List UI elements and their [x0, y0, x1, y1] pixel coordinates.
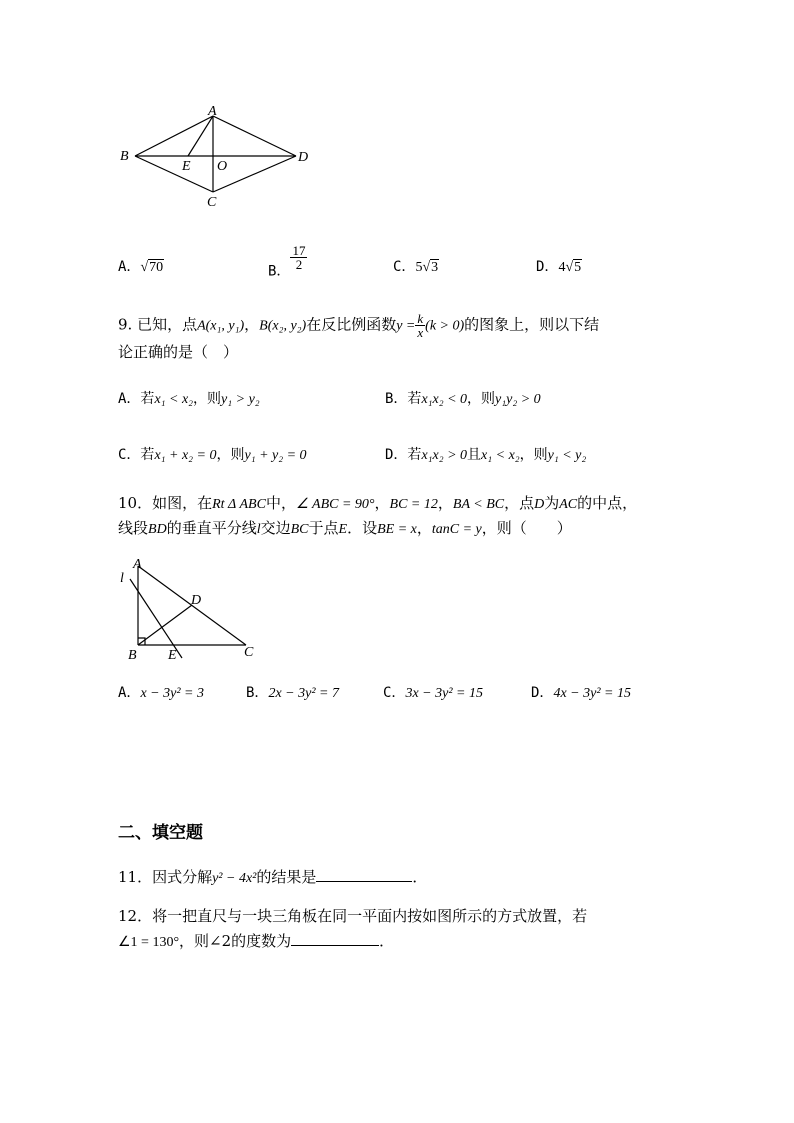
option-label: A．: [118, 259, 141, 275]
function-condition: (k > 0): [425, 318, 465, 334]
vertex-c-label: C: [244, 645, 254, 660]
angle-condition: ∠1 = 130°: [118, 935, 180, 950]
result: y₁ + y₂ = 0: [244, 448, 307, 463]
vertex-c-label: C: [207, 195, 217, 210]
q10-option-a[interactable]: [118, 682, 204, 702]
point-b-coords: B(x₂, y₂): [259, 318, 307, 334]
q11-prefix: 11．因式分解: [118, 868, 213, 886]
segment-bd: BD: [148, 522, 167, 537]
text: ，: [437, 494, 453, 512]
condition: x₁x₂ > 0: [421, 448, 468, 463]
radicand: 3: [431, 260, 439, 275]
sqrt-expression: √5: [565, 260, 582, 275]
point-d: D: [534, 497, 545, 512]
text: ，: [374, 494, 390, 512]
option-label: B．: [246, 685, 269, 701]
text: ，点: [504, 494, 535, 512]
then-text: ，则: [216, 447, 245, 463]
coefficient: 4: [558, 260, 566, 275]
q9-mid-text: 在反比例函数: [306, 315, 397, 334]
text: ，: [416, 519, 432, 537]
q9-option-b[interactable]: [385, 388, 541, 408]
q12-stem-line1: 12．将一把直尺与一块三角板在同一平面内按如图所示的方式放置，若: [118, 907, 588, 925]
q10-option-d[interactable]: [531, 682, 631, 702]
q9-suffix: 的图象上，则以下结: [464, 315, 600, 334]
q10-stem-line1: [118, 492, 637, 513]
period: ．: [379, 932, 395, 950]
line-l-label: l: [120, 571, 124, 586]
triangle-name: Rt Δ ABC: [212, 497, 266, 512]
vertex-b-label: B: [128, 648, 137, 663]
q9-stem-line1: [118, 312, 599, 339]
period: ．: [412, 868, 428, 886]
point-e-label: E: [168, 648, 177, 663]
answer-blank[interactable]: [316, 867, 412, 882]
function-lhs: y =: [396, 318, 416, 334]
option-label: D．: [531, 685, 554, 701]
rhombus-figure: [110, 100, 320, 215]
angle-condition: ∠ ABC = 90°: [295, 497, 375, 512]
bc-length: BC = 12: [389, 497, 438, 512]
separator: ，: [244, 315, 260, 334]
option-label: A．: [118, 685, 141, 701]
point-o-label: O: [217, 159, 228, 174]
q9-option-d[interactable]: [385, 444, 586, 464]
fraction-denominator: 2: [295, 257, 303, 272]
tan-definition: tanC = y: [431, 522, 482, 537]
answer-blank[interactable]: [291, 931, 379, 946]
text: 为: [544, 494, 560, 512]
fraction-numerator: 17: [292, 243, 306, 258]
option-label: D．: [536, 259, 559, 275]
text: ，则（ ）: [481, 519, 572, 537]
point-d-label: D: [191, 593, 202, 608]
function-fraction: [415, 312, 425, 339]
option-label: C．若: [118, 447, 155, 463]
q9-option-c[interactable]: [118, 444, 307, 464]
result: y₁ < y₂: [547, 448, 587, 463]
q10-option-c[interactable]: [383, 682, 483, 702]
then-text: ，则: [519, 447, 548, 463]
point-e: E: [338, 522, 348, 537]
fraction-numerator: k: [417, 311, 424, 326]
q11-suffix: 的结果是: [256, 868, 317, 886]
vertex-b-label: B: [120, 149, 129, 164]
fraction-denominator: x: [417, 325, 424, 340]
text: 的垂直平分线: [166, 519, 257, 537]
condition-2: x₁ < x₂: [481, 448, 520, 463]
sqrt-expression: √70: [140, 260, 164, 275]
q10-stem-line2: [118, 517, 572, 538]
text: ．设: [347, 519, 378, 537]
sqrt-expression: √3: [422, 260, 439, 275]
q8-option-a[interactable]: [118, 256, 164, 276]
then-text: ，则: [193, 391, 222, 407]
q9-option-a[interactable]: [118, 388, 260, 408]
q12-mid-text: ，则∠2的度数为: [179, 932, 292, 950]
text: 的中点，: [577, 494, 638, 512]
point-e-label: E: [182, 159, 191, 174]
condition: x₁x₂ < 0: [421, 392, 468, 407]
text: 10．如图，在: [118, 494, 213, 512]
q9-stem-line2: 论正确的是（ ）: [118, 343, 239, 361]
and-text: 且: [467, 447, 482, 463]
fraction: [290, 244, 307, 271]
be-definition: BE = x: [377, 522, 417, 537]
point-a-coords: A(x₁, y₁): [197, 318, 245, 334]
section-title: 二、填空题: [118, 823, 203, 843]
option-label: D．若: [385, 447, 422, 463]
q11-stem: [118, 866, 427, 887]
option-expression: 3x − 3y² = 15: [405, 686, 483, 701]
condition: x₁ < x₂: [154, 392, 194, 407]
q9-prefix: 9. 已知，点: [118, 315, 198, 334]
option-label: C．: [393, 259, 416, 275]
q11-expression: y² − 4x²: [212, 871, 257, 886]
option-label: A．若: [118, 391, 155, 407]
right-triangle-figure: [112, 552, 272, 664]
text: 交边: [260, 519, 291, 537]
option-expression: 4x − 3y² = 15: [553, 686, 631, 701]
vertex-a-label: A: [133, 557, 142, 572]
then-text: ，则: [467, 391, 496, 407]
option-label: B．: [268, 263, 291, 280]
radicand: 5: [574, 260, 582, 275]
text: 于点: [308, 519, 339, 537]
line-l: l: [256, 522, 261, 537]
ba-condition: BA < BC: [452, 497, 505, 512]
option-expression: x − 3y² = 3: [140, 686, 204, 701]
option-label: C．: [383, 685, 406, 701]
q8-option-b[interactable]: [268, 244, 307, 281]
result: y₁ > y₂: [221, 392, 260, 407]
q8-option-d[interactable]: [536, 256, 582, 276]
segment-bc: BC: [290, 522, 309, 537]
q12-stem-line2: [118, 930, 394, 951]
condition: x₁ + x₂ = 0: [154, 448, 217, 463]
option-expression: 2x − 3y² = 7: [268, 686, 339, 701]
vertex-a-label: A: [208, 104, 217, 119]
text: 中，: [265, 494, 296, 512]
vertex-d-label: D: [298, 150, 309, 165]
option-label: B．若: [385, 391, 422, 407]
result: y₁y₂ > 0: [495, 392, 541, 407]
radicand: 70: [149, 260, 164, 275]
q8-option-c[interactable]: [393, 256, 439, 276]
text: 线段: [118, 519, 149, 537]
coefficient: 5: [415, 260, 423, 275]
q10-option-b[interactable]: [246, 682, 339, 702]
segment-ac: AC: [559, 497, 578, 512]
